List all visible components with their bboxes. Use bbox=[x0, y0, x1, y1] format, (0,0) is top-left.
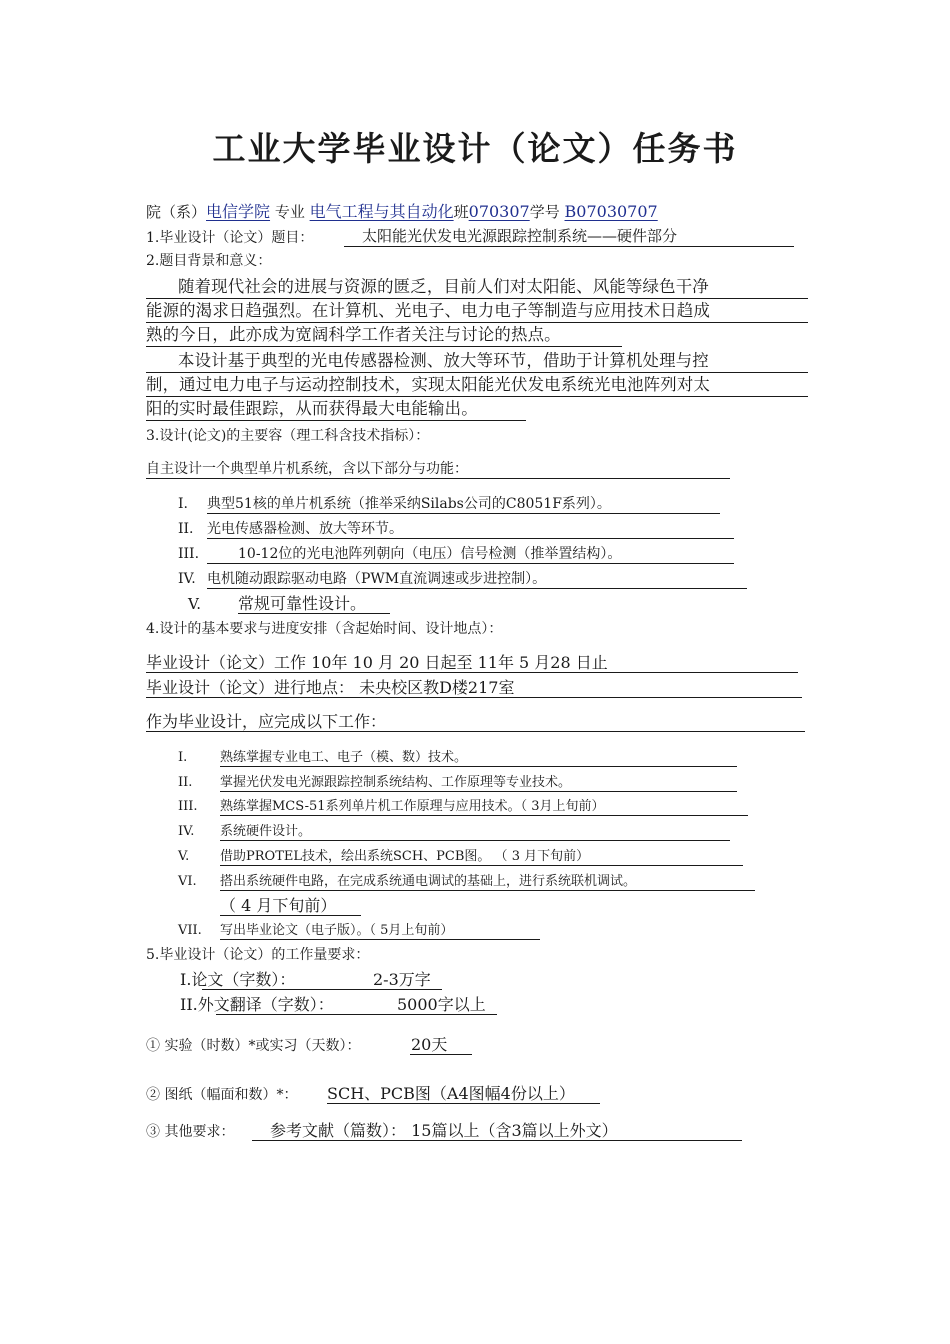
item-underline bbox=[220, 939, 540, 940]
section4-item-text: 借助PROTEL技术，绘出系统SCH、PCB图。 （ 3 月下旬前） bbox=[220, 849, 590, 864]
section4-item-text: 掌握光伏发电光源跟踪控制系统结构、工作原理等专业技术。 bbox=[220, 775, 572, 790]
section3-item-num: I. bbox=[178, 496, 188, 512]
section3-label: 3.设计(论文)的主要容（理工科含技术指标）： bbox=[146, 428, 430, 444]
section3-item-text: 常规可靠性设计。 bbox=[238, 594, 367, 613]
paragraph-line: 阳的实时最佳跟踪，从而获得最大电能输出。 bbox=[146, 397, 526, 421]
section3-item-text: 10-12位的光电池阵列朝向（电压）信号检测（推举置结构）。 bbox=[238, 546, 622, 562]
section4-item-num: II. bbox=[178, 775, 193, 790]
translation-label: II.外文翻译（字数）： bbox=[180, 995, 334, 1014]
section4-item-text: 熟练掌握专业电工、电子（模、数）技术。 bbox=[220, 750, 468, 765]
section4-item-text: 写出毕业论文（电子版）。（ 5月上旬前） bbox=[220, 923, 454, 938]
essay-underline bbox=[202, 989, 442, 990]
section1-label: 1.毕业设计（论文）题目： bbox=[146, 230, 314, 246]
time-underline bbox=[146, 672, 798, 673]
section2-paragraph-1 bbox=[146, 275, 808, 347]
paragraph-line: 随着现代社会的进展与资源的匮乏，目前人们对太阳能、风能等绿色干净 bbox=[146, 275, 808, 299]
experiment-underline bbox=[410, 1054, 472, 1055]
section3-intro: 自主设计一个典型单片机系统，含以下部分与功能： bbox=[146, 461, 468, 477]
item-underline bbox=[220, 766, 737, 767]
drawing-underline bbox=[327, 1103, 600, 1104]
section3-item-text: 电机随动跟踪驱动电路（PWM直流调速或步进控制）。 bbox=[207, 571, 547, 587]
section4-place-line: 毕业设计（论文）进行地点： 未央校区教D楼217室 bbox=[146, 678, 515, 697]
section5-label: 5.毕业设计（论文）的工作量要求： bbox=[146, 947, 370, 963]
item-underline bbox=[238, 613, 390, 614]
section4-item-num: III. bbox=[178, 799, 198, 814]
header-line bbox=[146, 204, 658, 220]
item-underline bbox=[207, 538, 734, 539]
dept-value: 电信学院 bbox=[206, 202, 271, 221]
essay-label: I.论文（字数）： bbox=[180, 970, 296, 989]
place-underline bbox=[146, 697, 802, 698]
item-underline bbox=[220, 815, 748, 816]
section1-underline bbox=[344, 246, 794, 247]
drawing-label: ② 图纸（幅面和数）*： bbox=[146, 1087, 298, 1103]
section2-paragraph-2 bbox=[146, 349, 808, 421]
section3-item-num: II. bbox=[178, 521, 194, 537]
other-label: ③ 其他要求： bbox=[146, 1124, 235, 1140]
section4-time-line: 毕业设计（论文）工作 10年 10 月 20 日起至 11年 5 月28 日止 bbox=[146, 653, 608, 672]
section4-item-num: V. bbox=[178, 849, 190, 864]
item-underline bbox=[207, 563, 734, 564]
item-underline bbox=[220, 865, 743, 866]
major-label: 专业 bbox=[274, 203, 305, 221]
section4-work-intro: 作为毕业设计，应完成以下工作： bbox=[146, 712, 387, 731]
major-value: 电气工程与其自动化 bbox=[309, 202, 454, 221]
section3-item-num: III. bbox=[178, 546, 200, 562]
section4-item-text: 搭出系统硬件电路，在完成系统通电调试的基础上，进行系统联机调试。 bbox=[220, 874, 637, 889]
drawing-value: SCH、PCB图（A4图幅4份以上） bbox=[327, 1084, 575, 1103]
translation-value: 5000字以上 bbox=[397, 995, 486, 1014]
page-title: 工业大学毕业设计（论文）任务书 bbox=[212, 129, 738, 168]
essay-value: 2-3万字 bbox=[373, 970, 431, 989]
section4-item-num: VII. bbox=[178, 923, 202, 938]
section3-item-text: 典型51核的单片机系统（推举采纳Silabs公司的C8051F系列）。 bbox=[207, 496, 611, 512]
section4-item-num: IV. bbox=[178, 824, 195, 839]
section4-item-continuation: （ 4 月下旬前） bbox=[220, 896, 337, 915]
section4-item-text: 系统硬件设计。 bbox=[220, 824, 312, 839]
section1-title-value: 太阳能光伏发电光源跟踪控制系统——硬件部分 bbox=[362, 227, 678, 245]
section4-item-num: VI. bbox=[178, 874, 197, 889]
other-value: 参考文献（篇数）： 15篇以上（含3篇以上外文） bbox=[270, 1121, 618, 1140]
section3-item-num: IV. bbox=[178, 571, 196, 587]
paragraph-line: 本设计基于典型的光电传感器检测、放大等环节，借助于计算机处理与控 bbox=[146, 349, 808, 373]
item-underline bbox=[220, 840, 730, 841]
experiment-label: ① 实验（时数）*或实习（天数）： bbox=[146, 1038, 361, 1054]
paragraph-line: 熟的今日，此亦成为宽阔科学工作者关注与讨论的热点。 bbox=[146, 323, 622, 347]
paragraph-line: 制，通过电力电子与运动控制技术，实现太阳能光伏发电系统光电池阵列对太 bbox=[146, 373, 808, 397]
item-underline bbox=[207, 513, 720, 514]
section4-item-text: 熟练掌握MCS-51系列单片机工作原理与应用技术。（ 3月上旬前） bbox=[220, 799, 605, 814]
id-value: B07030707 bbox=[564, 202, 658, 221]
section2-label: 2.题目背景和意义： bbox=[146, 253, 272, 269]
class-label: 班 bbox=[453, 203, 469, 221]
work-intro-underline bbox=[146, 731, 805, 732]
experiment-value: 20天 bbox=[411, 1035, 448, 1054]
class-value: 070307 bbox=[468, 202, 530, 221]
section3-item-text: 光电传感器检测、放大等环节。 bbox=[207, 521, 403, 537]
item-underline bbox=[207, 588, 747, 589]
paragraph-line: 能源的渴求日趋强烈。在计算机、光电子、电力电子等制造与应用技术日趋成 bbox=[146, 299, 808, 323]
item-underline bbox=[220, 915, 361, 916]
section4-label: 4.设计的基本要求与进度安排（含起始时间、设计地点）： bbox=[146, 621, 503, 637]
item-underline bbox=[220, 791, 737, 792]
dept-label: 院（系） bbox=[146, 203, 207, 221]
item-underline bbox=[220, 890, 755, 891]
translation-underline bbox=[216, 1014, 497, 1015]
section3-intro-underline bbox=[146, 478, 730, 479]
id-label: 学号 bbox=[529, 203, 560, 221]
section3-item-num: V. bbox=[188, 595, 201, 613]
other-underline bbox=[252, 1140, 742, 1141]
section4-item-num: I. bbox=[178, 750, 188, 765]
